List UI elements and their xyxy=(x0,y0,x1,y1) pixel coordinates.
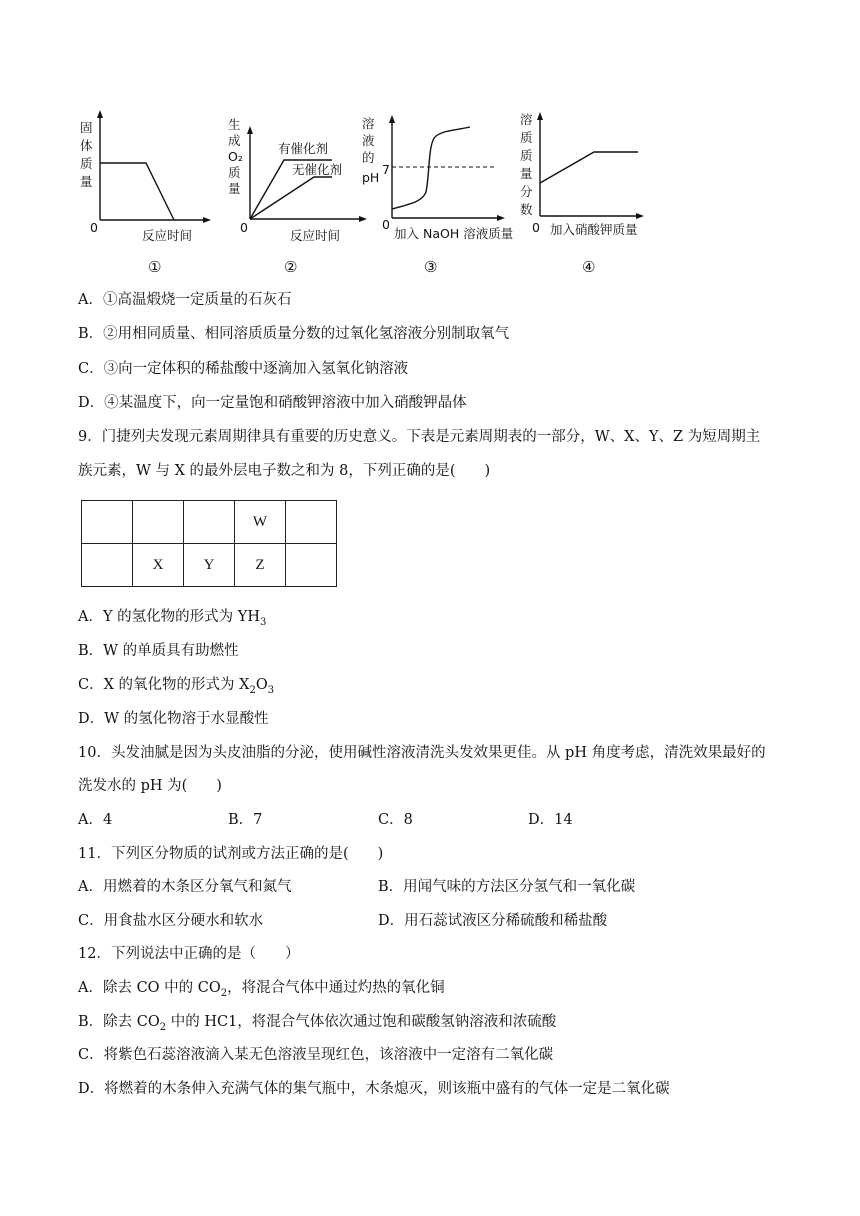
q8-option-c: C．③向一定体积的稀盐酸中逐滴加入氢氧化钠溶液 xyxy=(78,361,409,377)
svg-text:数: 数 xyxy=(520,202,533,217)
svg-text:0: 0 xyxy=(90,220,98,235)
svg-text:反应时间: 反应时间 xyxy=(142,228,193,243)
graph-3 xyxy=(360,112,520,243)
q12-option-a: A．除去 CO 中的 $CO_2$，将混合气体中通过灼热的氧化铜 xyxy=(78,980,445,999)
q10-stem-line2: 洗发水的 pH 为( ) xyxy=(78,778,222,794)
periodic-table-fragment xyxy=(81,500,337,587)
q9-stem-line1: 9．门捷列夫发现元素周期律具有重要的历史意义。下表是元素周期表的一部分，W、X、Y、Z 为短周期主 xyxy=(78,429,761,445)
q10-option-c: C．8 xyxy=(378,812,413,828)
svg-text:0: 0 xyxy=(382,217,390,232)
graph-1 xyxy=(78,108,218,243)
svg-text:质: 质 xyxy=(80,156,93,171)
graph-2-ylabel xyxy=(228,117,243,196)
svg-text:有催化剂: 有催化剂 xyxy=(278,141,329,156)
q9-stem-line2: 族元素，W 与 X 的最外层电子数之和为 8，下列正确的是( ) xyxy=(78,463,491,479)
q10-option-a: A．4 xyxy=(78,812,113,828)
table-cell xyxy=(133,501,184,544)
svg-text:反应时间: 反应时间 xyxy=(290,228,341,243)
q11-option-b: B．用闻气味的方法区分氢气和一氧化碳 xyxy=(378,879,636,895)
table-cell-z: Z xyxy=(235,544,286,587)
q11-option-d: D．用石蕊试液区分稀硫酸和稀盐酸 xyxy=(378,913,608,929)
graph-4-curve xyxy=(540,152,638,183)
q11-stem: 11．下列区分物质的试剂或方法正确的是( ) xyxy=(78,846,384,862)
svg-text:加入 NaOH 溶液质量: 加入 NaOH 溶液质量 xyxy=(394,226,514,241)
svg-text:分: 分 xyxy=(520,184,533,199)
svg-text:固: 固 xyxy=(80,120,93,135)
table-cell xyxy=(82,501,133,544)
graph-1-ylabel xyxy=(80,120,93,189)
q12-option-d: D．将燃着的木条伸入充满气体的集气瓶中，木条熄灭，则该瓶中盛有的气体一定是二氧化碳 xyxy=(78,1081,670,1097)
svg-text:生: 生 xyxy=(228,117,241,132)
table-cell xyxy=(82,544,133,587)
graph-3-ylabel xyxy=(362,116,379,185)
table-cell xyxy=(286,501,337,544)
svg-text:液: 液 xyxy=(362,133,375,148)
table-cell xyxy=(184,501,235,544)
q8-option-d: D．④某温度下，向一定量饱和硝酸钾溶液中加入硝酸钾晶体 xyxy=(78,395,467,411)
q11-option-a: A．用燃着的木条区分氧气和氮气 xyxy=(78,879,292,895)
table-cell xyxy=(286,544,337,587)
graph-4 xyxy=(516,110,656,243)
svg-text:体: 体 xyxy=(80,138,93,153)
q12-option-b: B．除去 $CO_2$ 中的 HC1，将混合气体依次通过饱和碳酸氢钠溶液和浓硫酸 xyxy=(78,1014,557,1033)
svg-text:0: 0 xyxy=(532,220,540,235)
q12-option-c: C．将紫色石蕊溶液滴入某无色溶液呈现红色，该溶液中一定溶有二氧化碳 xyxy=(78,1047,554,1063)
svg-text:O₂: O₂ xyxy=(228,149,243,164)
svg-text:质: 质 xyxy=(520,130,533,145)
q8-option-a: A．①高温煅烧一定质量的石灰石 xyxy=(78,292,292,308)
svg-text:无催化剂: 无催化剂 xyxy=(292,162,343,177)
graph-4-number: ④ xyxy=(582,258,596,276)
graph-1-curve xyxy=(100,163,174,220)
svg-text:7: 7 xyxy=(382,162,390,177)
table-cell-x: X xyxy=(133,544,184,587)
q9-option-a: A．Y 的氢化物的形式为 $YH_3$ xyxy=(78,609,267,628)
graph-4-ylabel xyxy=(520,112,533,217)
svg-text:量: 量 xyxy=(520,166,533,181)
q9-option-c: C．X 的氧化物的形式为 $X_2O_3$ xyxy=(78,677,275,696)
q10-stem-line1: 10．头发油腻是因为头皮油脂的分泌，使用碱性溶液清洗头发效果更佳。从 pH 角度考虑，清洗效果最好的 xyxy=(78,745,766,761)
graph-3-number: ③ xyxy=(424,258,438,276)
svg-text:量: 量 xyxy=(80,174,93,189)
q9-option-b: B．W 的单质具有助燃性 xyxy=(78,643,239,659)
svg-text:质: 质 xyxy=(228,165,241,180)
table-cell-y: Y xyxy=(184,544,235,587)
svg-text:加入硝酸钾质量: 加入硝酸钾质量 xyxy=(550,222,638,237)
graph-3-curve xyxy=(392,127,470,209)
svg-text:质: 质 xyxy=(520,148,533,163)
svg-text:溶: 溶 xyxy=(520,112,533,127)
q10-option-b: B．7 xyxy=(228,812,263,828)
graph-2-number: ② xyxy=(284,258,298,276)
q9-option-d: D．W 的氢化物溶于水显酸性 xyxy=(78,711,269,727)
svg-text:0: 0 xyxy=(240,220,248,235)
svg-text:量: 量 xyxy=(228,181,241,196)
graph-1-number: ① xyxy=(148,258,162,276)
q12-stem: 12．下列说法中正确的是（ ） xyxy=(78,946,300,962)
svg-text:成: 成 xyxy=(228,133,241,148)
svg-text:pH: pH xyxy=(362,170,380,185)
q8-option-b: B．②用相同质量、相同溶质质量分数的过氧化氢溶液分别制取氧气 xyxy=(78,326,510,342)
graph-2 xyxy=(226,115,376,243)
svg-text:的: 的 xyxy=(362,150,375,165)
table-cell-w: W xyxy=(235,501,286,544)
q10-option-d: D．14 xyxy=(528,812,573,828)
q11-option-c: C．用食盐水区分硬水和软水 xyxy=(78,913,264,929)
svg-text:溶: 溶 xyxy=(362,116,375,131)
